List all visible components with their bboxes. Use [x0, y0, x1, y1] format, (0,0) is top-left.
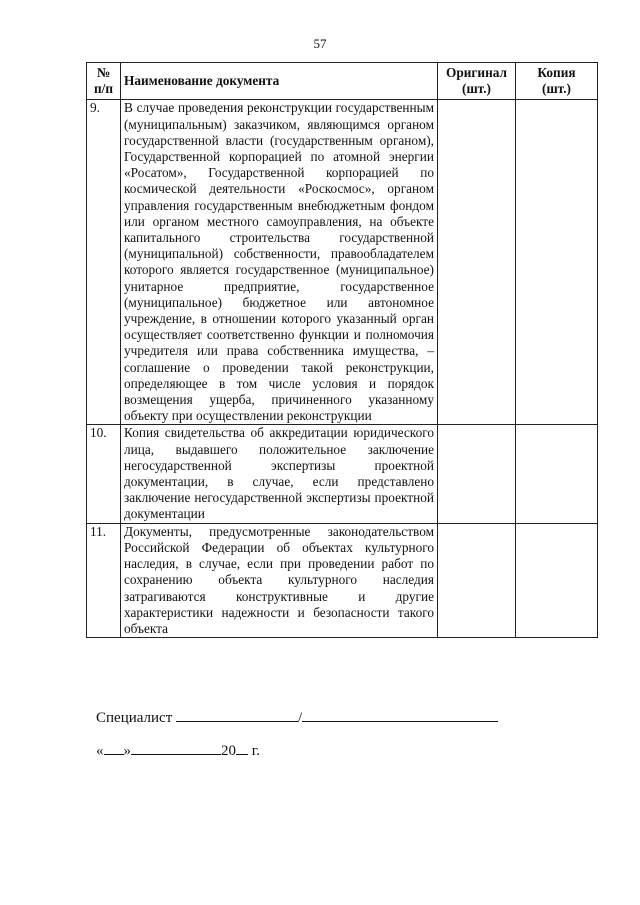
signature-separator: /: [298, 710, 303, 726]
copy-count-cell: [516, 100, 598, 425]
header-copy: Копия (шт.): [516, 63, 598, 100]
year-suffix: г.: [251, 743, 260, 759]
header-document-name: Наименование документа: [121, 63, 438, 100]
original-count-cell: [438, 523, 516, 637]
year-prefix: 20: [221, 743, 236, 759]
copy-count-cell: [516, 523, 598, 637]
table-row: [87, 100, 598, 425]
row-number: 9.: [87, 100, 121, 425]
name-blank: [302, 707, 498, 722]
day-blank: [104, 740, 124, 755]
date-open-quote: «: [96, 743, 104, 759]
document-name: Копия свидетельства об аккредитации юридического лица, выдавшего положительное заключение негосударственной экспертизы проектной документации, в случае, если представлено заключение негосударственной экспертизы проектной документации: [121, 425, 438, 523]
month-blank: [131, 740, 221, 755]
specialist-label: Специалист: [96, 710, 173, 726]
documents-table: [86, 62, 598, 638]
document-name: Документы, предусмотренные законодательством Российской Федерации об объектах культурного наследия, в случае, если при проведении работ по сохранению объекта культурного наследия затрагиваются конструктивные и другие характеристики надежности и безопасности такого объекта: [121, 523, 438, 637]
specialist-signature-line: [96, 707, 498, 727]
table-row: [87, 523, 598, 637]
row-number: 10.: [87, 425, 121, 523]
signature-blank: [176, 707, 298, 722]
date-close-quote: »: [123, 743, 131, 759]
page-number: 57: [313, 36, 327, 51]
original-count-cell: [438, 425, 516, 523]
document-name: В случае проведения реконструкции государственным (муниципальным) заказчиком, являющимся органом государственной власти (государственным органом), Государственной корпорацией по атомной энергии «Росатом», Государственной корпорацией по космической деятельности «Роскосмос», органом управления государственным внебюджетным фондом или органом местного самоуправления, на объекте капитального строительства государственной (муниципальной) собственности, правообладателем которого является государственное (муниципальное) унитарное предприятие, государственное (муниципальное) бюджетное или автономное учреждение, в отношении которого указанный орган осуществляет соответственно функции и полномочия учредителя или права собственника имущества, – соглашение о проведении такой реконструкции, определяющее в том числе условия и порядок возмещения ущерба, причиненного указанному объекту при осуществлении реконструкции: [121, 100, 438, 425]
row-number: 11.: [87, 523, 121, 637]
year-blank: [236, 740, 248, 755]
copy-count-cell: [516, 425, 598, 523]
date-line: [96, 740, 260, 760]
header-original: Оригинал (шт.): [438, 63, 516, 100]
table-header-row: [87, 63, 598, 100]
original-count-cell: [438, 100, 516, 425]
header-num: № п/п: [87, 63, 121, 100]
table-row: [87, 425, 598, 523]
